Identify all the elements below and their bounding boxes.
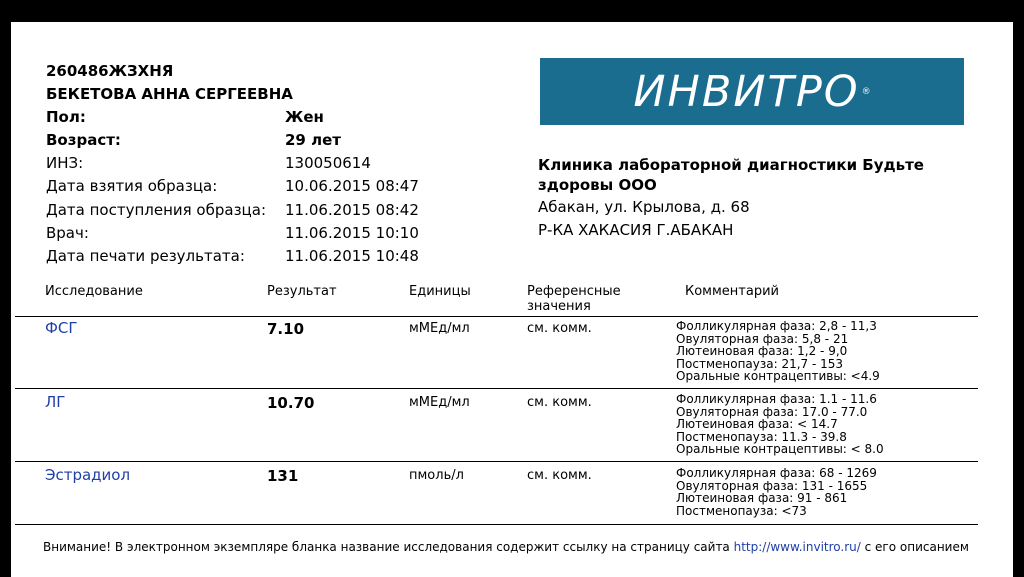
test-link-estradiol[interactable]: Эстрадиол bbox=[45, 466, 131, 484]
header-units: Единицы bbox=[409, 284, 471, 299]
clinic-name-line1: Клиника лабораторной диагностики Будьте bbox=[538, 156, 924, 174]
header-reference-line1: Референсные bbox=[527, 284, 621, 299]
comment-line: Овуляторная фаза: 5,8 - 21 bbox=[676, 331, 849, 346]
result-value-estradiol: 131 bbox=[267, 467, 299, 485]
table-bottom-rule bbox=[15, 524, 978, 525]
comment-line: Оральные контрацептивы: < 8.0 bbox=[676, 442, 884, 457]
field-label-age: Возраст: bbox=[46, 131, 121, 149]
header-test: Исследование bbox=[45, 284, 143, 299]
logo-text: ИНВИТРО bbox=[633, 66, 860, 117]
test-link-lh[interactable]: ЛГ bbox=[45, 393, 66, 411]
reference-estradiol: см. комм. bbox=[527, 468, 592, 483]
field-value-print-date: 11.06.2015 10:48 bbox=[285, 247, 419, 265]
test-link-fsh[interactable]: ФСГ bbox=[45, 319, 78, 337]
comment-line: Лютеиновая фаза: < 14.7 bbox=[676, 417, 838, 432]
reference-lh: см. комм. bbox=[527, 395, 592, 410]
comment-line: Фолликулярная фаза: 68 - 1269 bbox=[676, 466, 877, 480]
comment-lh bbox=[676, 393, 884, 456]
result-value-lh: 10.70 bbox=[267, 394, 315, 412]
reference-fsh: см. комм. bbox=[527, 321, 592, 336]
comment-line: Фолликулярная фаза: 1.1 - 11.6 bbox=[676, 392, 877, 406]
field-label-doctor: Врач: bbox=[46, 224, 89, 242]
row-divider bbox=[15, 461, 978, 462]
comment-line: Лютеиновая фаза: 1,2 - 9,0 bbox=[676, 344, 848, 359]
logo-registered-mark: ® bbox=[861, 86, 871, 97]
clinic-region: Р-КА ХАКАСИЯ Г.АБАКАН bbox=[538, 221, 734, 239]
field-value-doctor: 11.06.2015 10:10 bbox=[285, 224, 419, 242]
field-value-sex: Жен bbox=[285, 108, 324, 126]
field-label-sex: Пол: bbox=[46, 108, 86, 126]
clinic-address: Абакан, ул. Крылова, д. 68 bbox=[538, 198, 750, 216]
patient-code: 260486ЖЗХНЯ bbox=[46, 62, 174, 80]
invitro-site-link[interactable]: http://www.invitro.ru/ bbox=[733, 540, 861, 554]
header-divider bbox=[15, 316, 978, 317]
header-result: Результат bbox=[267, 284, 337, 299]
comment-line: Постменопауза: 21,7 - 153 bbox=[676, 356, 844, 371]
comment-fsh bbox=[676, 320, 880, 383]
comment-line: Постменопауза: 11.3 - 39.8 bbox=[676, 429, 847, 444]
patient-name: БЕКЕТОВА АННА СЕРГЕЕВНА bbox=[46, 85, 293, 103]
comment-line: Овуляторная фаза: 131 - 1655 bbox=[676, 478, 868, 493]
field-label-sample-received: Дата поступления образца: bbox=[46, 201, 266, 219]
field-value-inz: 130050614 bbox=[285, 154, 371, 172]
comment-line: Лютеиновая фаза: 91 - 861 bbox=[676, 491, 848, 506]
footer-text-after: с его описанием bbox=[860, 540, 969, 554]
field-label-inz: ИНЗ: bbox=[46, 154, 84, 172]
clinic-name-line2: здоровы ООО bbox=[538, 176, 657, 194]
lab-result-sheet bbox=[11, 22, 1013, 577]
units-fsh: мМЕд/мл bbox=[409, 321, 470, 336]
comment-line: Оральные контрацептивы: <4.9 bbox=[676, 369, 880, 384]
field-value-age: 29 лет bbox=[285, 131, 341, 149]
field-label-sample-taken: Дата взятия образца: bbox=[46, 177, 218, 195]
field-value-sample-received: 11.06.2015 08:42 bbox=[285, 201, 419, 219]
units-lh: мМЕд/мл bbox=[409, 395, 470, 410]
field-label-print-date: Дата печати результата: bbox=[46, 247, 245, 265]
footer-text-before: Внимание! В электронном экземпляре бланка название исследования содержит ссылку на страницу сайта bbox=[43, 540, 734, 554]
invitro-logo bbox=[540, 58, 964, 125]
units-estradiol: пмоль/л bbox=[409, 468, 464, 483]
comment-estradiol bbox=[676, 467, 877, 517]
result-value-fsh: 7.10 bbox=[267, 320, 305, 338]
comment-line: Фолликулярная фаза: 2,8 - 11,3 bbox=[676, 319, 877, 333]
header-reference-line2: значения bbox=[527, 299, 591, 314]
comment-line: Постменопауза: <73 bbox=[676, 503, 807, 518]
comment-line: Овуляторная фаза: 17.0 - 77.0 bbox=[676, 404, 868, 419]
row-divider bbox=[15, 388, 978, 389]
field-value-sample-taken: 10.06.2015 08:47 bbox=[285, 177, 419, 195]
header-comment: Комментарий bbox=[685, 284, 779, 299]
footer-note bbox=[43, 541, 969, 554]
